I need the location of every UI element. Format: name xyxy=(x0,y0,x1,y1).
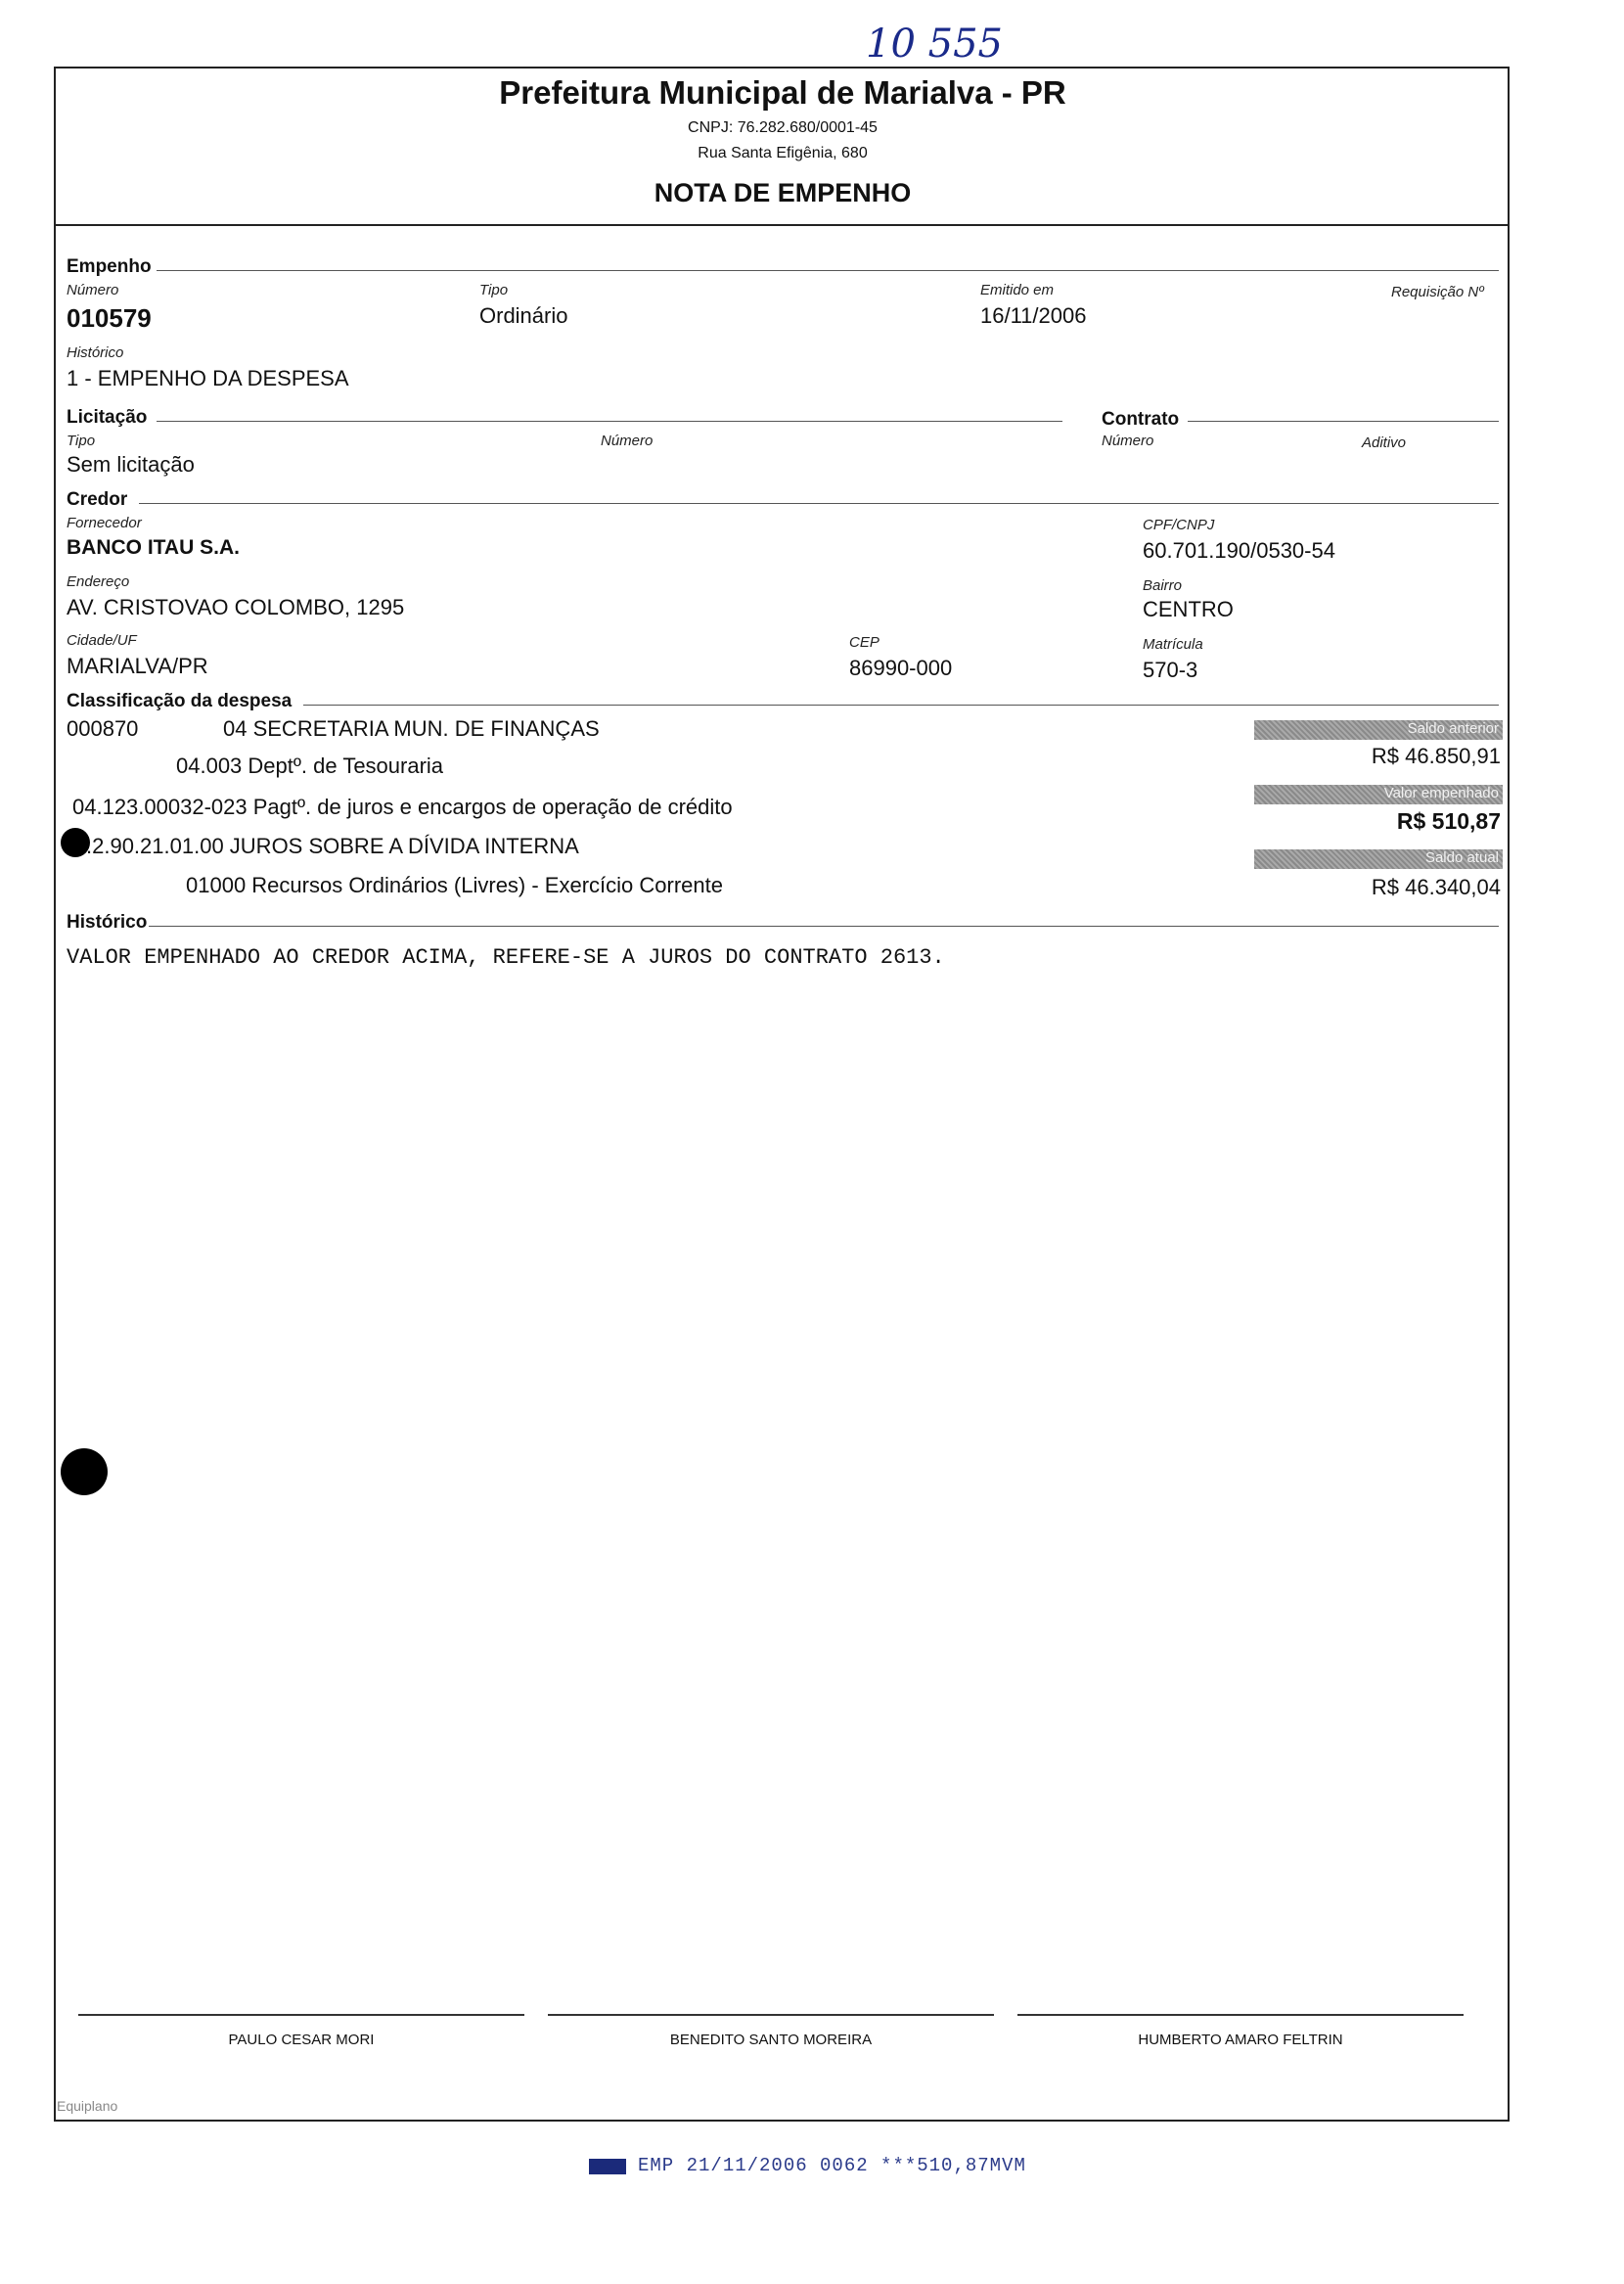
valor-empenhado-bar xyxy=(1254,785,1503,804)
frame-right xyxy=(1508,67,1510,2122)
classificacao-funcional: 04.123.00032-023 Pagtº. de juros e encargos de operação de crédito xyxy=(72,795,733,819)
section-credor: Credor xyxy=(67,489,128,510)
contrato-numero-label: Número xyxy=(1102,433,1154,449)
saldo-atual-label: Saldo atual xyxy=(1424,849,1499,866)
bairro: CENTRO xyxy=(1143,597,1234,621)
page-title: Prefeitura Municipal de Marialva - PR xyxy=(499,74,1066,111)
requisicao-label: Requisição Nº xyxy=(1391,284,1484,300)
frame-bottom xyxy=(54,2120,1510,2122)
empenho-tipo: Ordinário xyxy=(479,303,568,328)
section-empenho: Empenho xyxy=(67,256,152,277)
historico-rule xyxy=(149,926,1499,927)
signature-line-2 xyxy=(548,2014,994,2016)
saldo-atual: R$ 46.340,04 xyxy=(1371,875,1501,899)
classificacao-code: 000870 xyxy=(67,716,139,741)
matricula: 570-3 xyxy=(1143,658,1198,682)
signature-name-3: HUMBERTO AMARO FELTRIN xyxy=(1138,2032,1343,2048)
empenho-numero: 010579 xyxy=(67,303,152,333)
saldo-anterior-bar xyxy=(1254,720,1503,740)
header-divider xyxy=(54,224,1510,226)
footer-stamp: EMP 21/11/2006 0062 ***510,87MVM xyxy=(638,2155,1026,2176)
cep: 86990-000 xyxy=(849,656,953,680)
contrato-aditivo-label: Aditivo xyxy=(1362,434,1407,451)
section-licitacao: Licitação xyxy=(67,407,148,428)
classificacao-elemento: .2.90.21.01.00 JUROS SOBRE A DÍVIDA INTERNA xyxy=(86,834,579,858)
signature-line-1 xyxy=(78,2014,524,2016)
section-classificacao: Classificação da despesa xyxy=(67,691,293,711)
empenho-rule xyxy=(157,270,1499,271)
signature-name-1: PAULO CESAR MORI xyxy=(228,2032,375,2048)
cidade: MARIALVA/PR xyxy=(67,654,208,678)
licitacao-rule xyxy=(157,421,1062,422)
matricula-label: Matrícula xyxy=(1143,636,1203,653)
classificacao-recurso: 01000 Recursos Ordinários (Livres) - Exercício Corrente xyxy=(186,873,723,897)
cidade-label: Cidade/UF xyxy=(67,632,137,649)
punch-hole-bottom xyxy=(61,1448,108,1495)
contrato-rule xyxy=(1188,421,1499,422)
signature-name-2: BENEDITO SANTO MOREIRA xyxy=(669,2032,873,2048)
address: Rua Santa Efigênia, 680 xyxy=(698,145,868,161)
fornecedor: BANCO ITAU S.A. xyxy=(67,536,240,559)
historico-text: VALOR EMPENHADO AO CREDOR ACIMA, REFERE-SE A JUROS DO CONTRATO 2613. xyxy=(67,945,945,970)
frame-top xyxy=(54,67,1510,69)
cep-label: CEP xyxy=(849,634,880,651)
empenho-emitido: 16/11/2006 xyxy=(980,303,1087,328)
valor-empenhado-label: Valor empenhado xyxy=(1383,785,1499,801)
cpf: 60.701.190/0530-54 xyxy=(1143,538,1335,563)
saldo-anterior: R$ 46.850,91 xyxy=(1371,744,1501,768)
equiplano-label: Equiplano xyxy=(57,2098,118,2114)
credor-rule xyxy=(139,503,1499,504)
classificacao-unidade: 04.003 Deptº. de Tesouraria xyxy=(176,754,444,778)
fornecedor-label: Fornecedor xyxy=(67,515,142,531)
frame-left xyxy=(54,67,56,2122)
empenho-emitido-label: Emitido em xyxy=(980,282,1055,298)
licitacao-numero-label: Número xyxy=(601,433,654,449)
endereco: AV. CRISTOVAO COLOMBO, 1295 xyxy=(67,595,405,619)
valor-empenhado: R$ 510,87 xyxy=(1396,808,1501,834)
cnpj: CNPJ: 76.282.680/0001-45 xyxy=(688,119,878,136)
empenho-historico-label: Histórico xyxy=(67,344,124,361)
bairro-label: Bairro xyxy=(1143,577,1183,594)
cpf-label: CPF/CNPJ xyxy=(1143,517,1215,533)
saldo-atual-bar xyxy=(1254,849,1503,869)
section-historico: Histórico xyxy=(67,912,148,933)
handwritten-note: 10 555 xyxy=(866,22,1003,67)
classificacao-rule xyxy=(303,705,1499,706)
footer-stamp-mark xyxy=(589,2159,626,2174)
section-contrato: Contrato xyxy=(1102,409,1180,430)
empenho-numero-label: Número xyxy=(67,282,119,298)
licitacao-tipo: Sem licitação xyxy=(67,452,195,477)
saldo-anterior-label: Saldo anterior xyxy=(1407,720,1499,737)
licitacao-tipo-label: Tipo xyxy=(67,433,96,449)
classificacao-orgao: 04 SECRETARIA MUN. DE FINANÇAS xyxy=(223,716,600,741)
signature-line-3 xyxy=(1017,2014,1464,2016)
endereco-label: Endereço xyxy=(67,573,130,590)
empenho-tipo-label: Tipo xyxy=(479,282,509,298)
empenho-historico: 1 - EMPENHO DA DESPESA xyxy=(67,366,349,390)
document-title: NOTA DE EMPENHO xyxy=(654,178,912,207)
